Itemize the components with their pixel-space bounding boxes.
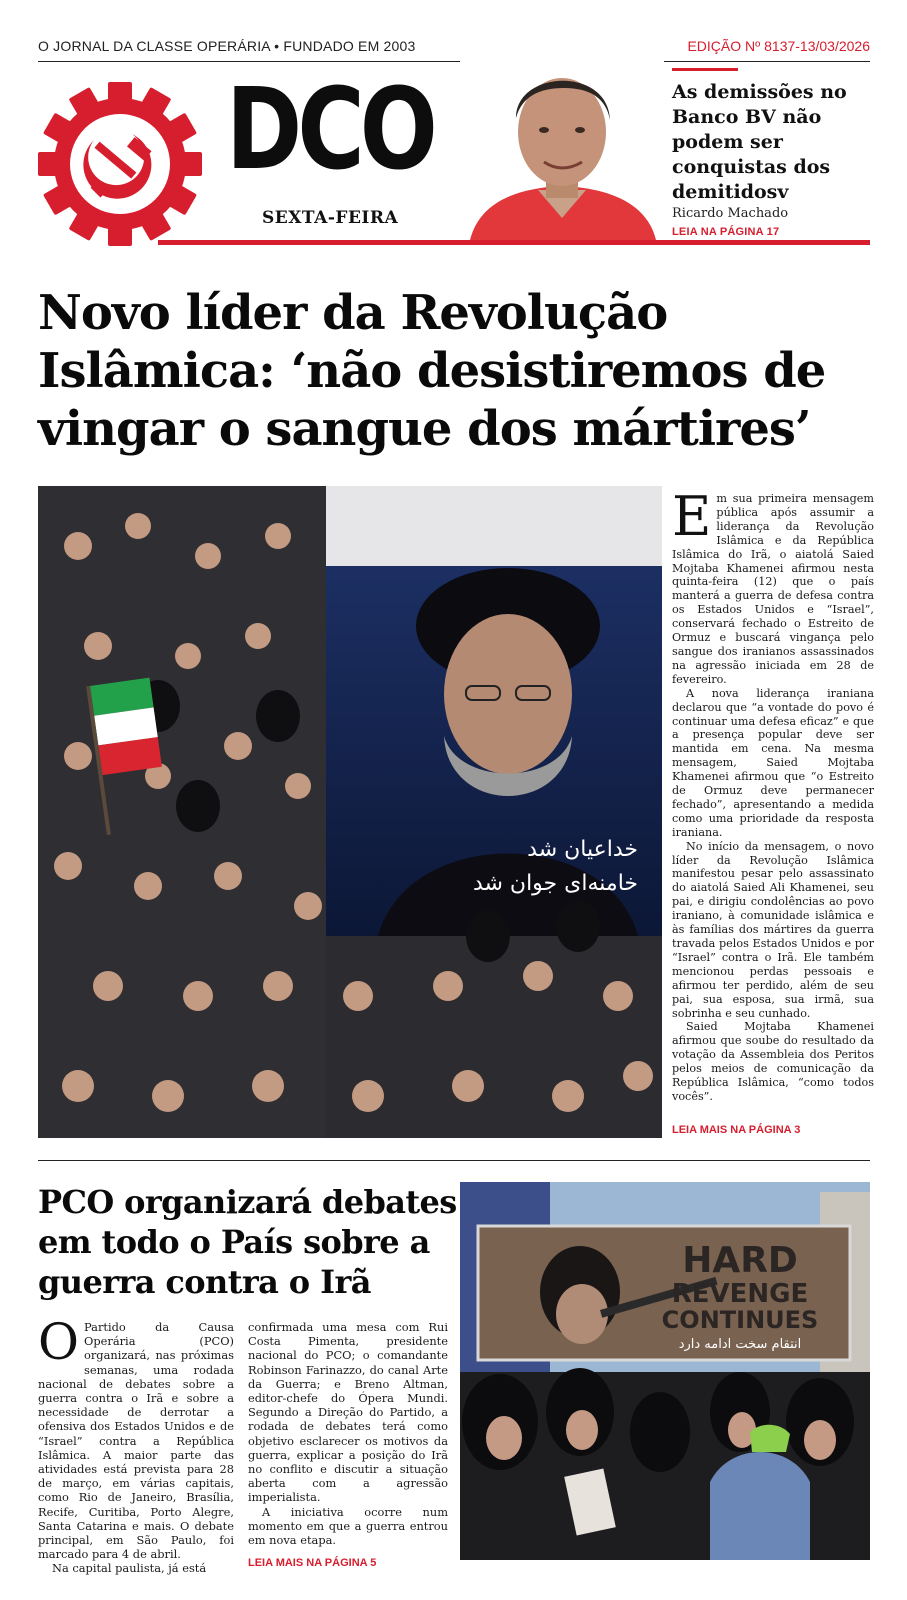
second-headline[interactable]: PCO organizará debates em todo o País sobre a guerra contra o Irã: [38, 1183, 457, 1301]
newspaper-logo[interactable]: DCO: [226, 65, 433, 195]
second-story-column-1: [38, 1313, 234, 1576]
second-story-column-2: [248, 1320, 448, 1547]
masthead-top-bar: [38, 36, 870, 62]
masthead-rule: [158, 240, 870, 245]
screen-caption-line-2: خامنه‌ای جوان شد: [472, 871, 638, 896]
banner-line-3: CONTINUES: [661, 1306, 819, 1334]
main-headline[interactable]: Novo líder da Revolução Islâmica: ‘não desistiremos de vingar o sangue dos mártires’: [38, 285, 826, 457]
main-paragraph-2: A nova liderança iraniana declarou que “a vontade do povo é continuar uma defesa eficaz” e que a presença popular deve ser mantida em cena. Na mesma mensagem, Saied Mojtaba Khamenei afirmou que “o Estreito de Ormuz deve permanecer fechado”, apresentando a medida como uma prioridade da resposta iraniana.: [672, 686, 874, 839]
main-story-page-link[interactable]: LEIA MAIS NA PÁGINA 3: [672, 1124, 801, 1136]
main-paragraph-4: Saied Mojtaba Khamenei afirmou que soube do resultado da votação da Assembleia dos Peritos pelos meios de comunicação da República Islâmica, “como todos vocês”.: [672, 1020, 874, 1103]
screen-caption-line-1: خداعیان شد: [527, 837, 638, 862]
banner-persian: انتقام سخت ادامه دارد: [678, 1337, 802, 1352]
banner-line-1: HARD: [682, 1240, 798, 1281]
dropcap: E: [672, 485, 712, 548]
edition-label: EDIÇÃO Nº 8137-13/03/2026: [687, 38, 870, 54]
banner-line-2: REVENGE: [671, 1279, 809, 1309]
columnist-portrait: [460, 40, 664, 240]
columnist-name: Ricardo Machado: [672, 206, 789, 221]
second-paragraph-1: O Partido da Causa Operária (PCO) organizará, nas próximas semanas, uma rodada nacional de debates sobre a guerra contra o Irã e sobre a necessidade de derrotar a ofensiva dos Estados Unidos e de “Israel” contra a República Islâmica. A maior parte das atividades está prevista para 28 de março, em várias capitais, como Rio de Janeiro, Brasília, Recife, Curitiba, Porto Alegre, Santa Catarina e mais. O debate principal, em São Paulo, foi marcado para 4 de abril.: [38, 1313, 234, 1562]
main-paragraph-1: Em sua primeira mensagem pública após assumir a liderança da Revolução Islâmica e da República Islâmica do Irã, o aiatolá Saied Mojtaba Khamenei afirmou nesta quinta-feira (12) que o país manterá a guerra de defesa contra os Estados Unidos e “Israel”, conservará fechado o Estreito de Ormuz e buscará vingança pelo sangue dos iranianos assassinados na agressão iniciada em 28 de fevereiro.: [672, 485, 874, 686]
main-story-body: [672, 485, 874, 1104]
columnist-headline[interactable]: As demissões no Banco BV não podem ser conquistas dos demitidosv: [672, 81, 847, 203]
section-divider: [38, 1160, 870, 1161]
main-story-photo: [38, 486, 662, 1138]
second-paragraph-3: confirmada uma mesa com Rui Costa Pimenta, presidente nacional do PCO; o comandante Robinson Farinazzo, do canal Arte da Guerra; e Breno Altman, editor-chefe do Ópera Mundi. Segundo a Direção do Partido, a rodada de debates terá como objetivo esclarecer os motivos da guerra, explicar a posição do Irã no conflito e discutir a situação aberta com a agressão imperialista.: [248, 1320, 448, 1505]
weekday-label: SEXTA-FEIRA: [262, 208, 399, 228]
gear-hammer-sickle-logo[interactable]: [38, 82, 202, 246]
second-paragraph-2: Na capital paulista, já está: [52, 1561, 207, 1576]
dropcap: O: [38, 1313, 79, 1371]
second-paragraph-4: A iniciativa ocorre num momento em que a guerra entrou em nova etapa.: [248, 1504, 448, 1548]
second-story-page-link[interactable]: LEIA MAIS NA PÁGINA 5: [248, 1557, 377, 1569]
columnist-page-link[interactable]: LEIA NA PÁGINA 17: [672, 226, 780, 238]
masthead-tagline: O JORNAL DA CLASSE OPERÁRIA • FUNDADO EM 2003: [38, 38, 416, 54]
second-story-photo: [460, 1182, 870, 1560]
main-paragraph-3: No início da mensagem, o novo líder da Revolução Islâmica manifestou pesar pelo assassinato do aiatolá Saied Ali Khamenei, seu pai, e dirigiu condolências ao povo iraniano, à comunidade islâmica e às famílias dos mártires da guerra travada pelos Estados Unidos e por “Israel” contra o Irã. Ele também mencionou perdas pessoais e afirmou ter perdido, além de seu pai, sua esposa, sua irmã, sua sobrinha e seu cunhado.: [672, 839, 874, 1020]
edition-rule: [672, 68, 738, 71]
